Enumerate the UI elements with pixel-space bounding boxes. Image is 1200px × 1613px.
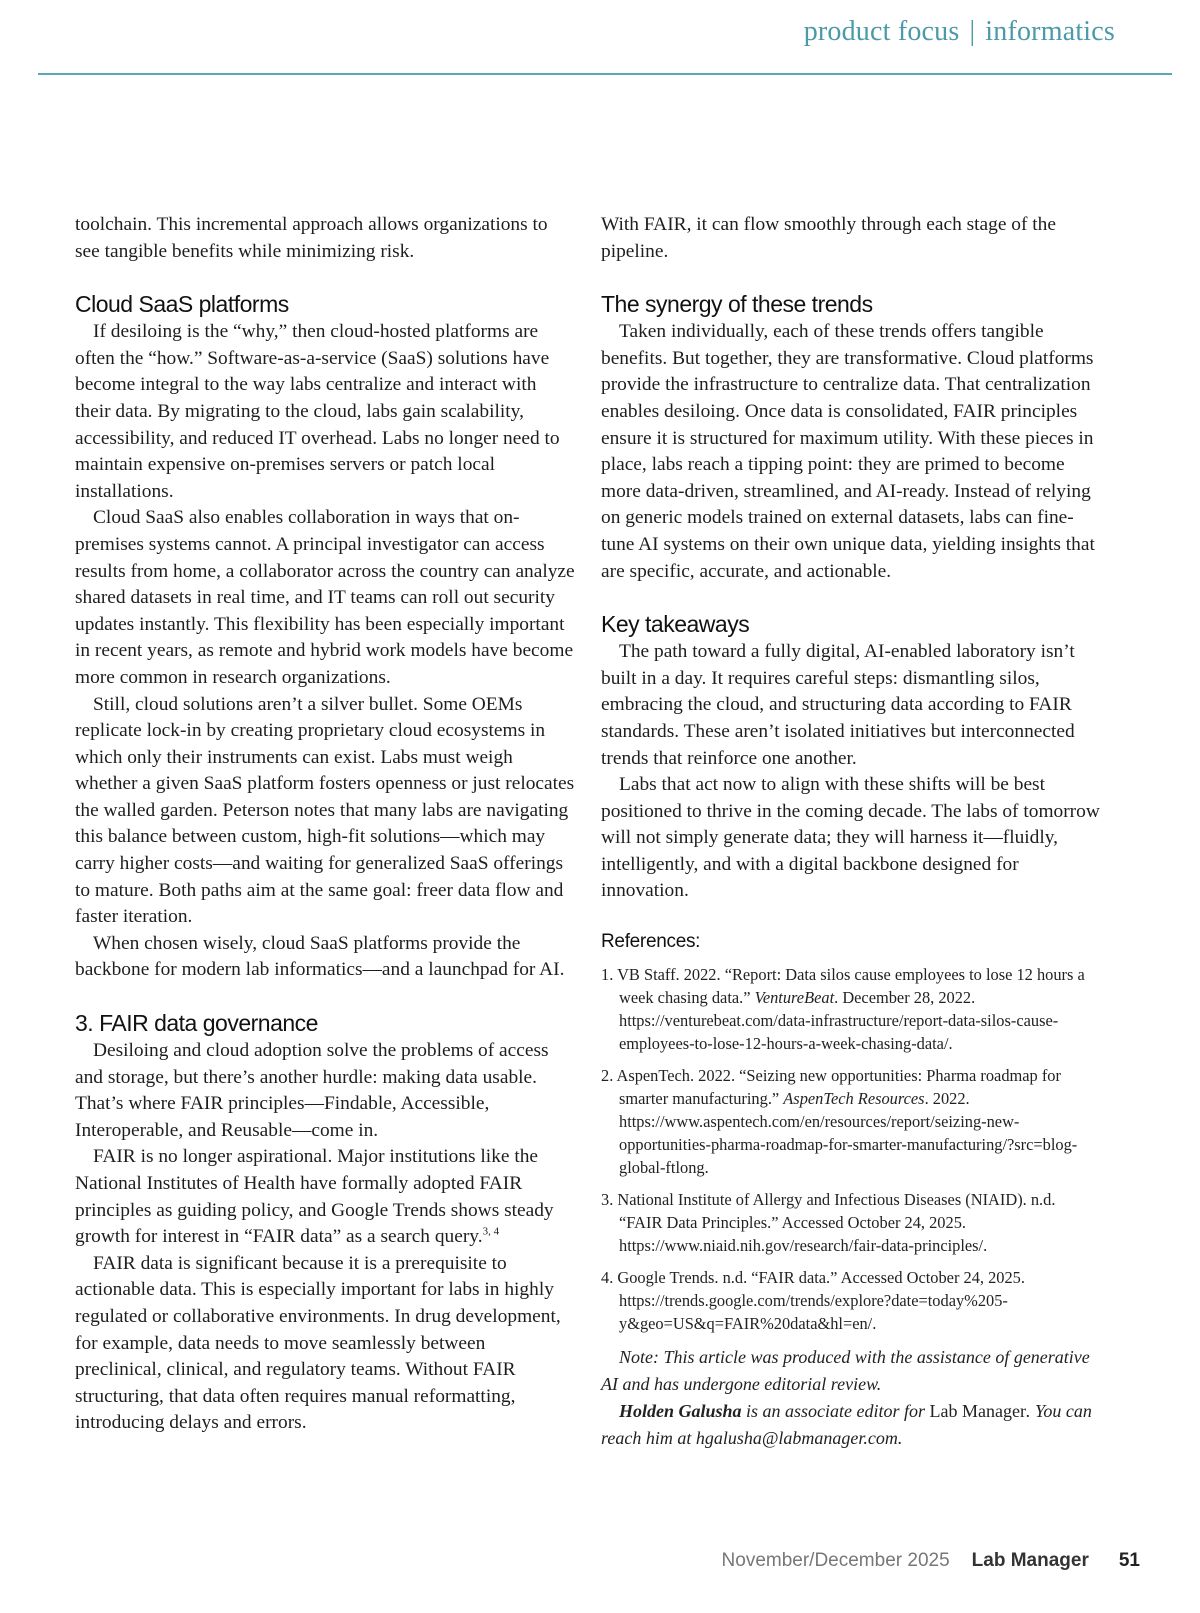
paragraph: If desiloing is the “why,” then cloud-hosted platforms are often the “how.” Software-as-a-service (SaaS) solutions have become integral to the way labs centralize and interact with their data. By migrating to the cloud, labs gain scalability, accessibility, and reduced IT overhead. Labs no longer need to maintain expensive on-premises servers or patch local installations.	[75, 321, 560, 502]
author-text: is an associate editor for	[741, 1401, 930, 1422]
author-bio	[601, 1398, 1101, 1452]
author-magazine: Lab Manager	[929, 1401, 1026, 1422]
reference-text: 3. National Institute of Allergy and Infectious Diseases (NIAID). n.d. “FAIR Data Principles.” Accessed October 24, 2025. https://www.niaid.nih.gov/research/fair-data-principles/.	[601, 1190, 1056, 1256]
paragraph-text: FAIR is no longer aspirational. Major institutions like the National Institutes of Health have formally adopted FAIR principles as guiding policy, and Google Trends shows steady growth for interest in “FAIR data” as a search query.	[75, 1146, 554, 1248]
reference-text: 4. Google Trends. n.d. “FAIR data.” Accessed October 24, 2025. https://trends.google.com/trends/explore?date=today%205-y&geo=US&q=FAIR%20data&hl=en/.	[601, 1268, 1025, 1334]
section-heading-fair: 3. FAIR data governance	[75, 1010, 318, 1037]
paragraph: Desiloing and cloud adoption solve the problems of access and storage, but there’s another hurdle: making data usable. That’s where FAIR principles—Findable, Accessible, Interoperable, and Reusable—come in.	[75, 1040, 549, 1141]
reference-text: . 2022. https://www.aspentech.com/en/resources/report/seizing-new-opportunities-pharma-roadmap-for-smarter-manufacturing/?src=blog-global-ftlong.	[619, 1089, 1078, 1178]
reference-text: 2. AspenTech. 2022. “Seizing new opportunities: Pharma roadmap for smarter manufacturing.”	[601, 1066, 1061, 1109]
author-name: Holden Galusha	[619, 1401, 742, 1422]
reference-item	[601, 1188, 1101, 1257]
paragraph: With FAIR, it can flow smoothly through each stage of the pipeline.	[601, 214, 1056, 262]
references-heading: References:	[601, 931, 701, 953]
left-column	[75, 212, 575, 1437]
header-separator: |	[969, 16, 976, 47]
running-header	[804, 16, 1115, 48]
page-number: 51	[1118, 1550, 1140, 1571]
paragraph: When chosen wisely, cloud SaaS platforms provide the backbone for modern lab informatics—and a launchpad for AI.	[75, 932, 565, 981]
paragraph: Labs that act now to align with these shifts will be best positioned to thrive in the coming decade. The labs of tomorrow will not simply generate data; they will harness it—fluidly, intelligently, and with a digital backbone designed for innovation.	[601, 774, 1100, 902]
paragraph: toolchain. This incremental approach allows organizations to see tangible benefits while minimizing risk.	[75, 214, 548, 262]
header-section: product focus	[803, 16, 960, 47]
paragraph: The path toward a fully digital, AI-enabled laboratory isn’t built in a day. It requires careful steps: dismantling silos, embracing the cloud, and structuring data according to FAIR standards. These aren’t isolated initiatives but interconnected trends that reinforce one another.	[601, 641, 1075, 769]
section-heading-cloud: Cloud SaaS platforms	[75, 291, 289, 318]
ai-note: Note: This article was produced with the assistance of generative AI and has undergone editorial review.	[601, 1347, 1090, 1395]
right-column	[601, 212, 1101, 1452]
reference-item	[601, 1064, 1101, 1179]
section-heading-synergy: The synergy of these trends	[601, 291, 873, 318]
paragraph: Cloud SaaS also enables collaboration in ways that on-premises systems cannot. A principal investigator can access results from home, a collaborator across the country can analyze shared datasets in real time, and IT teams can roll out security updates instantly. This flexibility has been especially important in recent years, as remote and hybrid work models have become more common in research organizations.	[75, 507, 575, 688]
paragraph: FAIR data is significant because it is a prerequisite to actionable data. This is especially important for labs in highly regulated or collaborative environments. In drug development, for example, data needs to move seamlessly between preclinical, clinical, and regulatory teams. Without FAIR structuring, that data often requires manual reformatting, introducing delays and errors.	[75, 1252, 561, 1434]
reference-item	[601, 963, 1101, 1055]
paragraph	[75, 1144, 575, 1250]
citation-superscript: 3, 4	[482, 1225, 500, 1238]
section-heading-takeaways: Key takeaways	[601, 611, 750, 638]
reference-item	[601, 1266, 1101, 1335]
header-rule	[38, 73, 1172, 75]
page-footer	[722, 1550, 1140, 1572]
reference-text: . December 28, 2022. https://venturebeat.com/data-infrastructure/report-data-silos-cause-employees-to-lose-12-hours-a-week-chasing-data/.	[619, 988, 1059, 1054]
footer-magazine: Lab Manager	[971, 1550, 1089, 1571]
reference-source: VentureBeat	[754, 988, 835, 1008]
author-text: . You can reach him at hgalusha@labmanager.com.	[601, 1401, 1092, 1449]
reference-source: AspenTech Resources	[783, 1089, 925, 1109]
paragraph: Still, cloud solutions aren’t a silver bullet. Some OEMs replicate lock-in by creating proprietary cloud ecosystems in which only their instruments can exist. Labs must weigh whether a given SaaS platform fosters openness or just relocates the walled garden. Peterson notes that many labs are navigating this balance between custom, high-fit solutions—which may carry higher costs—and waiting for generalized SaaS offerings to mature. Both paths aim at the same goal: freer data flow and faster iteration.	[75, 693, 575, 928]
header-topic: informatics	[985, 16, 1115, 47]
reference-text: 1. VB Staff. 2022. “Report: Data silos cause employees to lose 12 hours a week chasing data.”	[601, 965, 1085, 1008]
paragraph: Taken individually, each of these trends offers tangible benefits. But together, they are transformative. Cloud platforms provide the infrastructure to centralize data. That centralization enables desiloing. Once data is consolidated, FAIR principles ensure it is structured for maximum utility. With these pieces in place, labs reach a tipping point: they are primed to become more data-driven, streamlined, and AI-ready. Instead of relying on generic models trained on external datasets, labs can fine-tune AI systems on their own unique data, yielding insights that are specific, accurate, and actionable.	[601, 321, 1095, 582]
footer-issue: November/December 2025	[721, 1550, 950, 1571]
